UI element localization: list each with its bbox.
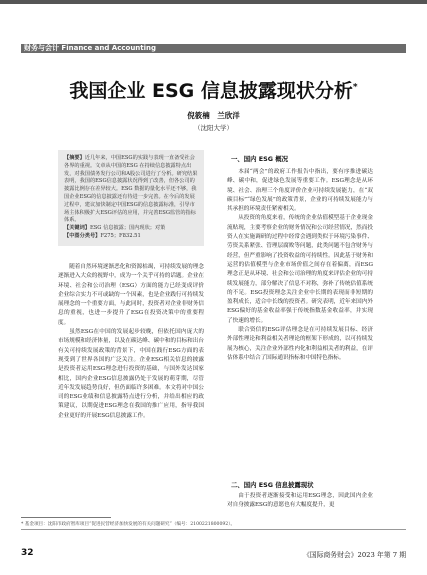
title-footnote-mark: * [352, 82, 358, 93]
journal-name: 《国际商务财会》2023 年第 7 期 [303, 551, 406, 559]
footnote-rule [21, 517, 111, 518]
abstract-box [58, 150, 204, 246]
page-number: 32 [21, 548, 34, 558]
section-heading-1: 一、国内 ESG 概况 [231, 155, 289, 163]
title-text: 我国企业 ESG 信息披露现状分析 [69, 80, 353, 102]
clc-text: F275；F832.51 [100, 232, 141, 239]
abstract-text: 近几年来，中国ESG的实践与表现一直备受社会各界的重视。文章从中国的ESG 在持续信息披露特点出发，对我国债务发行公司和A股公司进行了分析。研究结果表明，我国的ESG信息披露状况得到了改善，但各公司的披露比例存在差异较大。ESG 数据的量化水平还不够，我国企业ESG的信息披露还有待进一步完善。在今后的发展过程中，建议加快制定中国ESG的信息披露标准，引导市场主体积极扩大ESG评估的应用，并完善ESG监管的指标体系。 [64, 155, 198, 224]
footnote: * 基金项目：沈阳市政府智库项目“促进民营经济加快发展的有关问题研究”（编号：2100221800092）。 [21, 522, 236, 527]
body-paragraph: 由于投资者逐渐接受和运用ESG理念，因此国内企业对自身披露ESG的意愿也有大幅度提升，更 [227, 493, 373, 509]
keywords [64, 225, 198, 233]
keywords-text: ESG 信息披露；国内现状；对策 [89, 225, 166, 232]
abstract [64, 155, 198, 225]
body-paragraph: 从投资的角度来看，传统的企业估值模型基于企业现金流贴现，主要考察企业的财务情况和公司经营情况，然而投资人在实施调研的过程中经常会遇到类似于环境污染事件、劳资关系紧张、管理层腐败等问题，此类问题不包含财务与经营，但严重影响了投资收益的可持续性。因此基于财务和运营的估值模型与企业市场价值之间存在着偏离，而ESG理念正是从环境、社会和公司治理的角度来评估企业的可持续发展能力，部分解决了信息不对称，弥补了传统估值系统的不足。ESG投资理念关注企业中长期的表现而非短期的盈利成长，适合中长线的投资者。研究表明，近年来国内外ESG偏好的基金收益率强于传统指数基金收益率，并实现了快速的增长。 [227, 215, 373, 324]
section-heading-2: 二、国内 ESG 信息披露现状 [231, 481, 314, 489]
authors: 倪筱楠 兰欣洋 [187, 111, 240, 120]
abstract-label: 【摘要】 [64, 155, 85, 161]
right-column [227, 168, 373, 508]
page-footer-rule [21, 529, 406, 530]
keywords-label: 【关键词】 [64, 225, 90, 232]
body-paragraph: 联合资信的ESG评估理念是在可持续发展目标、经济外部性理论和利益相关者理论的框架下形成的，以可持续发展为核心，关注企业外部性内化和利益相关者的利益，在评估体系中结合了国际通识指标和中国特色指标。 [227, 327, 373, 361]
body-paragraph: 本届“两会”的政府工作报告中指出，要有序推进碳达峰、碳中和，促进绿色发展等重要工作。ESG理念是从环境、社会、治理三个角度评价企业可持续发展能力，在“双碳目标”“绿色发展”的政策背景，企业的可持续发展能力与其承担的环境责任紧密相关。 [227, 169, 373, 213]
clc-label: 【中图分类号】 [64, 232, 101, 239]
right-column-continued [227, 492, 373, 512]
affiliation: （沈阳大学） [194, 124, 233, 132]
clc-code [64, 233, 198, 241]
left-column [58, 263, 204, 518]
article-title [21, 76, 406, 103]
section-label: 财务与会计 Finance and Accounting [24, 44, 157, 52]
body-paragraph: 随着自然环境逐渐恶化和资源枯竭，可持续发展的理念逐渐进入大众的视野中，成为一个关乎可持的话题。企业在环境、社会和公司治理（ESG）方面的能力已经变成评价企业综合实力不可或缺的一个因素，也是企业践行可持续发展理念的一个重要方面，与此同时，投资者对企业非财务信息的重视，也进一步提升了ESG在投资决策中的重要程度。 [58, 264, 204, 326]
top-rule [0, 0, 427, 4]
body-paragraph: 虽然ESG在中国的发展起步较晚，但依托国内庞大的市场规模和经济体量，以及在碳达峰、碳中和的目标和出台有关可持续发展政策的背景下，中国在践行ESG方面的表现受到了世界各国的广泛关注。企业ESG相关信息的披露是投资者运用ESG理念进行投资的基础，与国外发达国家相比，国内企业ESG信息披露仍处于发展的萌芽期，尽管近年发发展趋势良好，但仍面临许多困难。本文将对中国公司的ESG业绩和信息披露特点进行分析，并给出相应的政策建议，以期促进ESG理念在我国的推广应用，指导我国企业更好的开展ESG信息披露工作。 [58, 329, 204, 419]
